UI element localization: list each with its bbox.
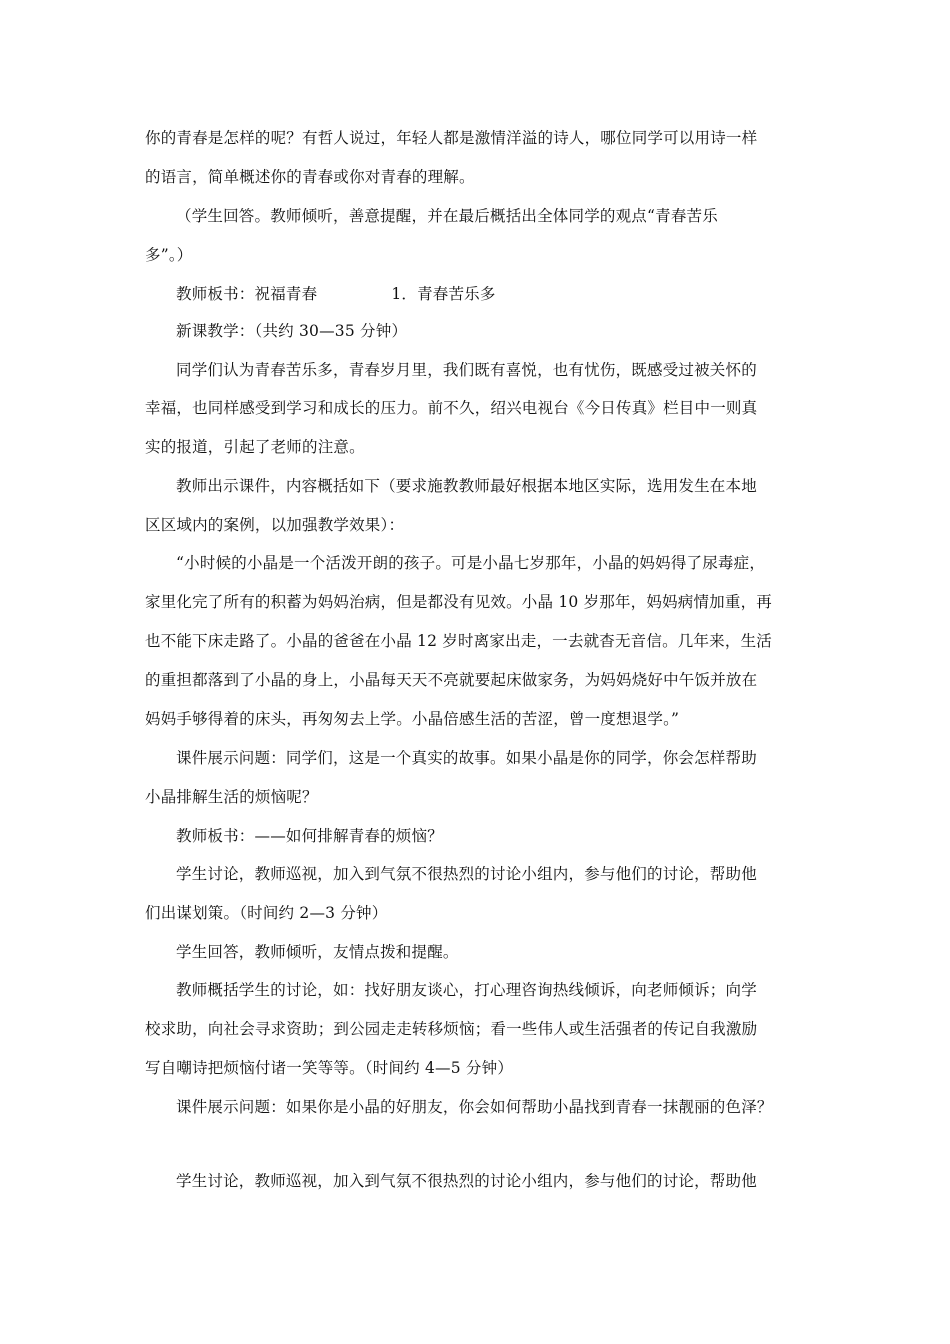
text-line: 的语言，简单概述你的青春或你对青春的理解。: [145, 168, 475, 186]
text-line: 小晶排解生活的烦恼呢？: [145, 788, 318, 806]
text-line: 们出谋划策。（时间约 2—3 分钟）: [145, 904, 388, 922]
text-line: 教师概括学生的讨论，如：找好朋友谈心，打心理咨询热线倾诉，向老师倾诉；向学: [176, 981, 757, 999]
text-line: 区区域内的案例，以加强教学效果）：: [145, 516, 405, 534]
text-line: 教师板书：——如何排解青春的烦恼？: [176, 827, 443, 845]
blackboard-title: 教师板书：祝福青春: [176, 285, 318, 303]
text-line: 写自嘲诗把烦恼付诸一笑等等。（时间约 4—5 分钟）: [145, 1059, 514, 1077]
text-line: 学生回答，教师倾听，友情点拨和提醒。: [176, 943, 459, 961]
text-line: 多”。）: [145, 246, 193, 264]
text-line: 学生讨论，教师巡视，加入到气氛不很热烈的讨论小组内，参与他们的讨论，帮助他: [176, 865, 757, 883]
text-line: （学生回答。教师倾听，善意提醒，并在最后概括出全体同学的观点“青春苦乐: [176, 207, 718, 225]
quote-line: 也不能下床走路了。小晶的爸爸在小晶 12 岁时离家出走，一去就杳无音信。几年来，生活: [145, 632, 772, 650]
text-line: 课件展示问题：如果你是小晶的好朋友，你会如何帮助小晶找到青春一抹靓丽的色泽？: [176, 1098, 773, 1116]
text-line: 校求助，向社会寻求资助；到公园走走转移烦恼；看一些伟人或生活强者的传记自我激励: [145, 1020, 758, 1038]
text-line: 同学们认为青春苦乐多，青春岁月里，我们既有喜悦，也有忧伤，既感受过被关怀的: [176, 361, 757, 379]
quote-line: 家里化完了所有的积蓄为妈妈治病，但是都没有见效。小晶 10 岁那年，妈妈病情加重，再: [145, 593, 772, 611]
text-line: 实的报道，引起了老师的注意。: [145, 438, 365, 456]
text-line: 学生讨论，教师巡视，加入到气氛不很热烈的讨论小组内，参与他们的讨论，帮助他: [176, 1172, 757, 1190]
quote-line: “小时候的小晶是一个活泼开朗的孩子。可是小晶七岁那年，小晶的妈妈得了尿毒症，: [176, 554, 766, 572]
quote-line: 的重担都落到了小晶的身上，小晶每天天不亮就要起床做家务，为妈妈烧好中午饭并放在: [145, 671, 758, 689]
quote-line: 妈妈手够得着的床头，再匆匆去上学。小晶倍感生活的苦涩，曾一度想退学。”: [145, 710, 680, 728]
text-line: 课件展示问题：同学们，这是一个真实的故事。如果小晶是你的同学，你会怎样帮助: [176, 749, 757, 767]
text-line: 你的青春是怎样的呢？有哲人说过，年轻人都是激情洋溢的诗人，哪位同学可以用诗一样: [145, 129, 758, 147]
section-heading: 新课教学：（共约 30—35 分钟）: [176, 322, 408, 340]
blackboard-line: [176, 284, 846, 304]
text-line: 幸福，也同样感受到学习和成长的压力。前不久，绍兴电视台《今日传真》栏目中一则真: [145, 399, 758, 417]
blackboard-point: 1．青春苦乐多: [391, 285, 496, 303]
text-line: 教师出示课件，内容概括如下（要求施教教师最好根据本地区实际，选用发生在本地: [176, 477, 757, 495]
